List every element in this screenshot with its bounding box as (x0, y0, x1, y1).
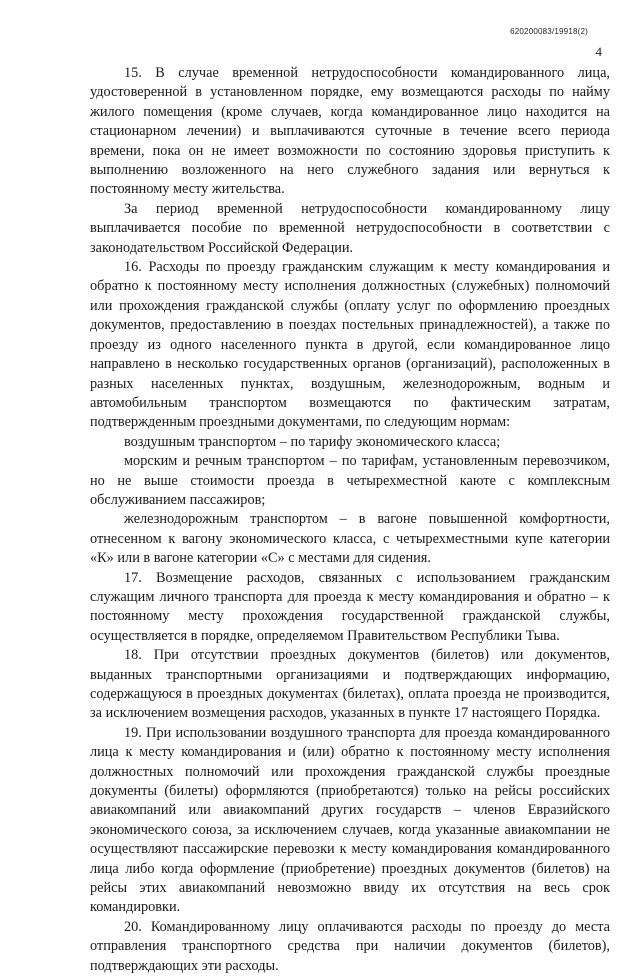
paragraph-16-air: воздушным транспортом – по тарифу экономического класса; (124, 433, 501, 450)
paragraph-16-water: морским и речным транспортом – по тарифам, установленным перевозчиком, но не выше стоимости проезда в четырехместной каюте с комплексным обслуживанием пассажиров; (90, 453, 610, 508)
paragraph-15: 15. В случае временной нетрудоспособности командированного лица, удостоверенной в установленном порядке, ему возмещаются расходы по найму жилого помещения (кроме случаев, когда командированное лицо находится на стационарном лечении) и выплачиваются суточные в течение всего периода времени, пока он не имеет возможности по состоянию здоровья приступить к выполнению возложенного на него служебного задания или вернуться к постоянному месту жительства. (90, 65, 610, 198)
document-body (90, 64, 610, 976)
document-id: 620200083/19918(2) (510, 27, 588, 36)
paragraph-16-rail: железнодорожным транспортом – в вагоне повышенной комфортности, отнесенном к вагону экономического класса, с четырехместными купе категории «К» или в вагоне категории «С» с местами для сидения. (90, 511, 610, 567)
page-number: 4 (595, 44, 602, 59)
paragraph-15-sick-pay: За период временной нетрудоспособности командированному лицу выплачивается пособие по временной нетрудоспособности в соответствии с законодательством Российской Федерации. (90, 200, 610, 256)
paragraph-18: 18. При отсутствии проездных документов (билетов) или документов, выданных транспортными организациями и подтверждающих информацию, содержащуюся в проездных документах (билетах), оплата проезда не производится, за исключением возмещения расходов, указанных в пункте 17 настоящего Порядка. (90, 647, 610, 722)
paragraph-20: 20. Командированному лицу оплачиваются расходы по проезду до места отправления транспортного средства при наличии документов (билетов), подтверждающих эти расходы. (90, 918, 610, 974)
paragraph-19: 19. При использовании воздушного транспорта для проезда командированного лица к месту командирования и (или) обратно к постоянному месту исполнения должностных полномочий или прохождения гражданской службы проездные документы (билеты) оформляются (приобретаются) только на рейсы российских авиакомпаний или авиакомпаний других государств – членов Евразийского экономического союза, за исключением случаев, когда указанные авиакомпании не осуществляют пассажирские перевозки к месту командирования командированного лица либо когда оформление (приобретение) проездных документов (билетов) на рейсы этих авиакомпаний невозможно ввиду их отсутствия на весь срок командировки. (90, 724, 610, 916)
paragraph-16: 16. Расходы по проезду гражданским служащим к месту командирования и обратно к постоянному месту исполнения должностных (служебных) полномочий или прохождения гражданской службы (оплату услуг по оформлению проездных документов, предоставлению в поездах постельных принадлежностей), а также по проезду из одного населенного пункта в другой, если командированное лицо направлено в несколько государственных органов (организаций), расположенных в разных населенных пунктах, воздушным, железнодорожным, водным и автомобильным транспортом возмещаются по фактическим затратам, подтвержденным проездными документами, по следующим нормам: (90, 259, 610, 431)
paragraph-17: 17. Возмещение расходов, связанных с использованием гражданским служащим личного транспорта для проезда к месту командирования и обратно – к постоянному месту прохождения государственной гражданской службы, осуществляется в порядке, определяемом Правительством Республики Тыва. (90, 569, 610, 644)
